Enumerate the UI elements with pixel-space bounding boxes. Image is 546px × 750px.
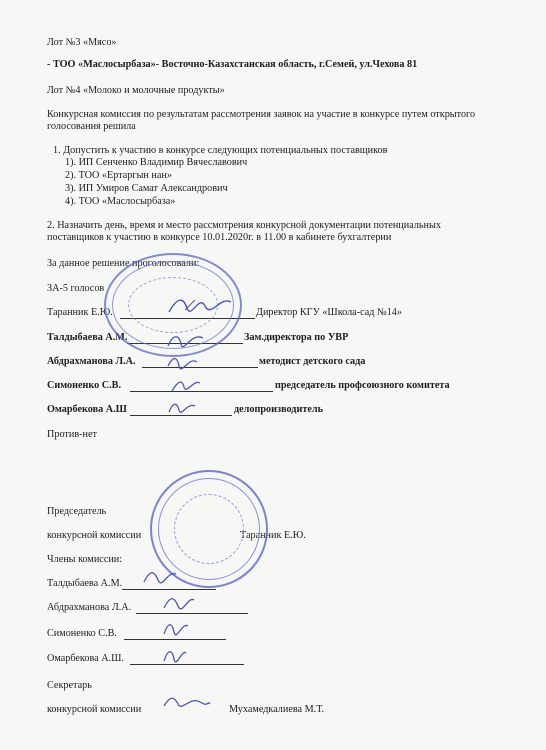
signature [168, 375, 204, 397]
point-2-line-2: поставщиков к участию в конкурсе 10.01.2020г. в 11.00 в кабинете бухгалтерии [47, 232, 392, 243]
signature-line [122, 589, 216, 590]
intro-line-2: голосования решила [47, 121, 136, 132]
voted-heading: За данное решение проголосовали: [47, 258, 200, 269]
voter-2-name: Талдыбаева А.М. [47, 332, 128, 343]
lot4-heading: Лот №4 «Молоко и молочные продукты» [47, 85, 225, 96]
member-1: Талдыбаева А.М. [47, 578, 123, 589]
member-3: Симоненко С.В. [47, 628, 117, 639]
participant-3: 3). ИП Умиров Самат Александрович [65, 183, 228, 194]
signature [165, 290, 235, 320]
chairman-title-2: конкурсной комиссии [47, 530, 142, 541]
point-2-line-1: 2. Назначить день, время и место рассмотрения конкурсной документации потенциальных [47, 220, 441, 231]
secretary-title-1: Секретарь [47, 680, 92, 691]
signature [165, 330, 207, 352]
signature [160, 618, 192, 640]
voter-3-name: Абдрахманова Л.А. [47, 356, 136, 367]
member-2: Абдрахманова Л.А. [47, 602, 132, 613]
point-1: 1. Допустить к участию в конкурсе следующих потенциальных поставщиков [53, 145, 388, 156]
voter-4-role: председатель профсоюзного комитета [275, 380, 450, 391]
signature [165, 352, 201, 374]
chairman-name: Таранник Е.Ю. [240, 530, 306, 541]
supplier-text: - ТОО «Маслосырбаза»- Восточно-Казахстанская область, г.Семей, ул.Чехова 81 [47, 59, 418, 70]
voter-5-name: Омарбекова А.Ш [47, 404, 127, 415]
member-4: Омарбекова А.Ш. [47, 653, 124, 664]
voter-2-role: Зам.директора по УВР [244, 332, 349, 343]
intro-line-1: Конкурсная комиссия по результатам рассмотрения заявок на участие в конкурсе путем открытого [47, 109, 476, 120]
signature [160, 592, 198, 614]
signature [165, 396, 199, 418]
signature [160, 645, 190, 667]
voter-5-role: делопроизводитель [234, 404, 323, 415]
voter-3-role: методист детского сада [259, 356, 366, 367]
voter-1-name: Таранник Е.Ю. [47, 307, 113, 318]
participant-4: 4). ТОО «Маслосырбаза» [65, 196, 176, 207]
votes-for: ЗА-5 голосов [47, 283, 105, 294]
lot3-heading: Лот №3 «Мясо» [47, 37, 117, 48]
voter-1-role: Директор КГУ «Школа-сад №14» [256, 307, 402, 318]
signature [160, 692, 212, 714]
supplier-line [47, 59, 417, 71]
votes-against: Против-нет [47, 429, 97, 440]
secretary-title-2: конкурсной комиссии [47, 704, 142, 715]
members-heading: Члены комиссии: [47, 554, 123, 565]
signature [140, 566, 180, 588]
participant-1: 1). ИП Сенченко Владимир Вячеславович [65, 157, 248, 168]
chairman-title-1: Председатель [47, 506, 107, 517]
secretary-name: Мухамедкалиева М.Т. [229, 704, 324, 715]
voter-4-name: Симоненко С.В. [47, 380, 122, 391]
participant-2: 2). ТОО «Ертаргын нан» [65, 170, 172, 181]
